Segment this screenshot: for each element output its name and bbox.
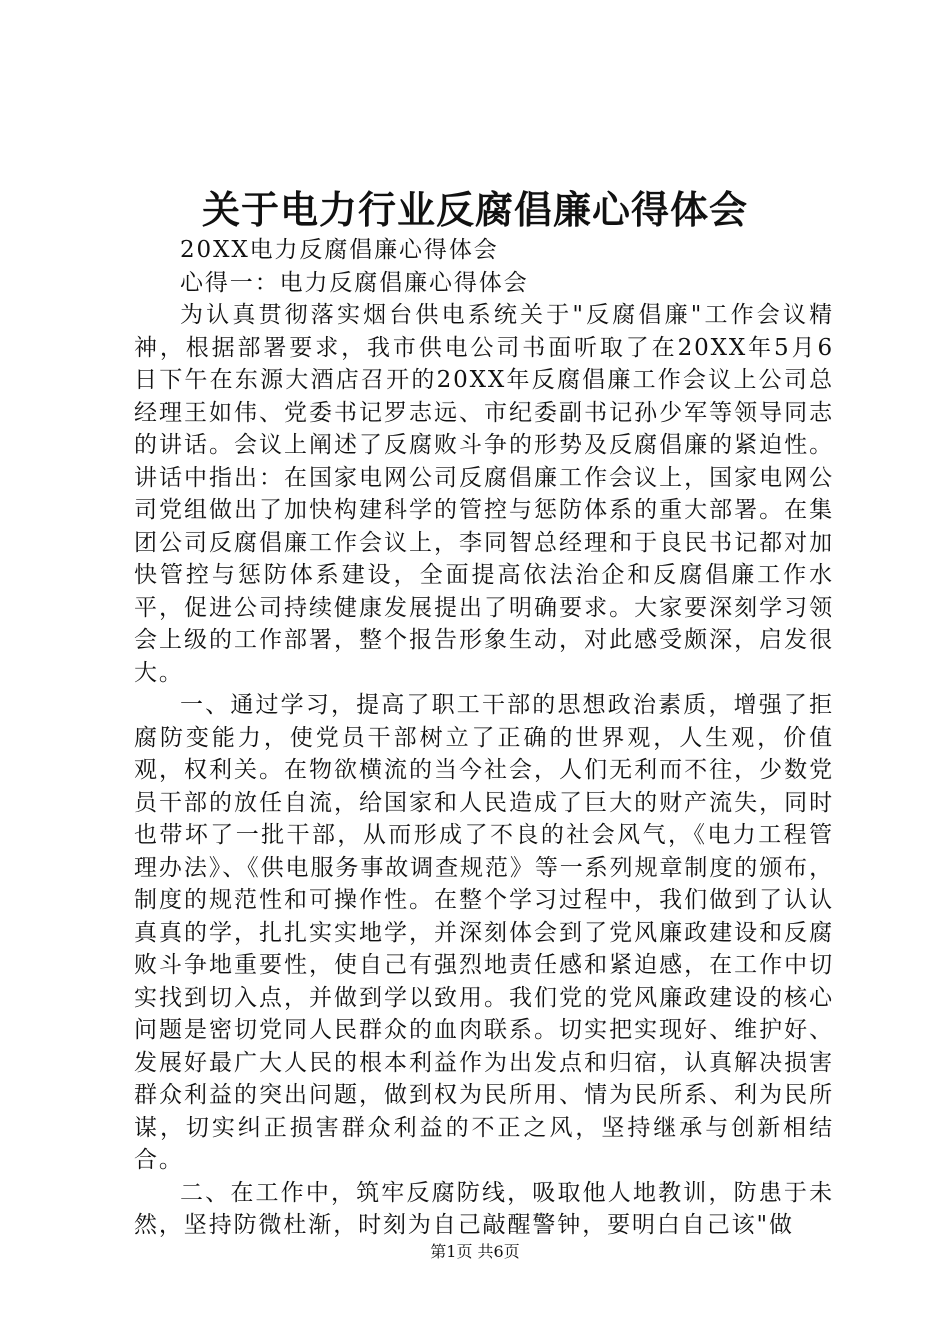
subtitle-line: 20XX电力反腐倡廉心得体会 [180,237,499,263]
document-title: 关于电力行业反腐倡廉心得体会 [201,187,748,232]
body-paragraph: 为认真贯彻落实烟台供电系统关于"反腐倡廉"工作会议精神，根据部署要求，我市供电公司书面听取了在20XX年5月6日下午在东源大酒店召开的20XX年反腐倡廉工作会议上公司总经理王如伟、党委书记罗志远、市纪委副书记孙少军等领导同志的讲话。会议上阐述了反腐败斗争的形势及反腐倡廉的紧迫性。讲话中指出：在国家电网公司反腐倡廉工作会议上，国家电网公司党组做出了加快构建科学的管控与惩防体系的重大部署。在集团公司反腐倡廉工作会议上，李同智总经理和于良民书记都对加快管控与惩防体系建设，全面提高依法治企和反腐倡廉工作水平，促进公司持续健康发展提出了明确要求。大家要深刻学习领会上级的工作部署，整个报告形象生动，对此感受颇深，启发很大。 [134,302,834,686]
page-footer: 第1页 共6页 [430,1242,520,1261]
body-paragraph: 二、在工作中，筑牢反腐防线，吸取他人地教训，防患于未然，坚持防微杜渐，时刻为自己敲醒警钟，要明白自己该"做 [134,1179,834,1238]
document-body [134,234,834,1242]
section-heading: 心得一：电力反腐倡廉心得体会 [180,269,529,296]
body-paragraph: 一、通过学习，提高了职工干部的思想政治素质，增强了拒腐防变能力，使党员干部树立了正确的世界观，人生观，价值观，权利关。在物欲横流的当今社会，人们无利而不往，少数党员干部的放任自流，给国家和人民造成了巨大的财产流失，同时也带坏了一批干部，从而形成了不良的社会风气，《电力工程管理办法》、《供电服务事故调查规范》等一系列规章制度的颁布，制度的规范性和可操作性。在整个学习过程中，我们做到了认认真真的学，扎扎实实地学，并深刻体会到了党风廉政建设和反腐败斗争地重要性，使自己有强烈地责任感和紧迫感，在工作中切实找到切入点，并做到学以致用。我们党的党风廉政建设的核心问题是密切党同人民群众的血肉联系。切实把实现好、维护好、发展好最广大人民的根本利益作为出发点和归宿，认真解决损害群众利益的突出问题，做到权为民所用、情为民所系、利为民所谋，切实纠正损害群众利益的不正之风，坚持继承与创新相结合。 [134,692,834,1173]
